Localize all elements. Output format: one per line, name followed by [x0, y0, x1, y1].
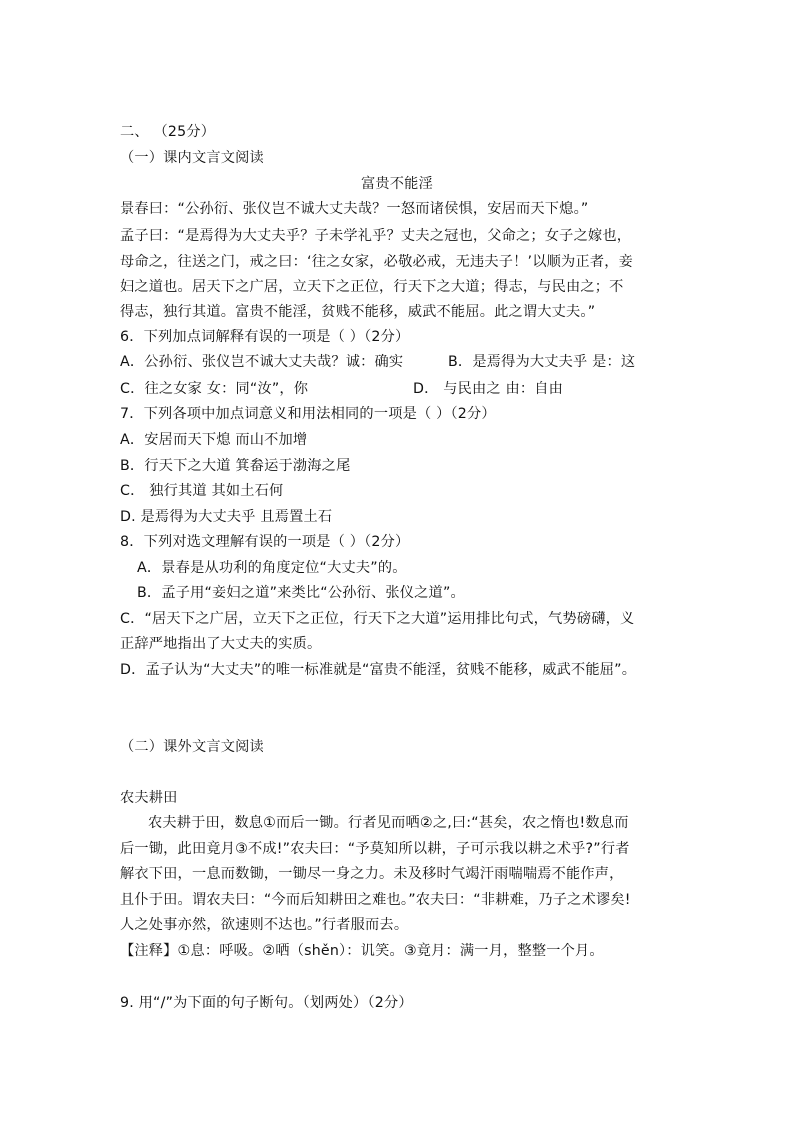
option-a: A．景春是从功利的角度定位“大丈夫”的。	[137, 560, 407, 576]
passage-line: 得志，独行其道。富贵不能淫，贫贱不能移，威武不能屈。此之谓大丈夫。”	[120, 304, 596, 320]
part1-title: 富贵不能淫	[361, 176, 433, 192]
option: C． 独行其道 其如土石何	[120, 483, 284, 499]
question-stem: 7．下列各项中加点词意义和用法相同的一项是（ ）（2分）	[120, 406, 496, 422]
part2-title: 农夫耕田	[120, 790, 178, 806]
option-a: A．公孙衍、张仪岂不诚大丈夫哉？诚：确实	[120, 354, 404, 370]
option-b: B．是焉得为大丈夫乎 是：这	[448, 354, 636, 370]
option: A．安居而天下熄 而山不加增	[120, 432, 308, 448]
option-c-continued: 正辞严地指出了大丈夫的实质。	[120, 636, 322, 652]
option-c: C．往之女家 女：同“汝”，你	[120, 381, 309, 397]
passage-line: 人之处事亦然，欲速则不达也。”行者服而去。	[120, 917, 409, 933]
passage-line: 解衣下田，一息而数锄，一锄尽一身之力。未及移时气竭汗雨喘喘焉不能作声，	[120, 866, 624, 882]
option-c: C．“居天下之广居，立天下之正位，行天下之大道”运用排比句式，气势磅礴，义	[120, 611, 635, 627]
option: D. 是焉得为大丈夫乎 且焉置土石	[120, 509, 333, 525]
annotation-notes: 【注释】①息：呼吸。②哂（shěn）：讥笑。③竟月：满一月，整整一个月。	[120, 943, 604, 959]
passage-line: 后一锄，此田竟月③不成!”农夫曰：“予莫知所以耕，子可示我以耕之术乎?”行者	[120, 841, 630, 857]
part2-heading: （二）课外文言文阅读	[120, 739, 264, 755]
question-stem: 6．下列加点词解释有误的一项是（ ）（2分）	[120, 329, 410, 345]
passage-line: 妇之道也。居天下之广居，立天下之正位，行天下之大道；得志，与民由之；不	[120, 279, 624, 295]
option-d: D． 与民由之 由：自由	[413, 381, 564, 397]
passage-line: 景春曰：“公孙衍、张仪岂不诚大丈夫哉？一怒而诸侯惧，安居而天下熄。”	[120, 201, 589, 217]
section-header: 二、 （25分）	[120, 124, 216, 140]
question-stem: 8．下列对选文理解有误的一项是（ ）（2分）	[120, 534, 410, 550]
passage-line: 且仆于田。谓农夫曰：“今而后知耕田之难也。”农夫曰：“非耕难，乃子之术谬矣!	[120, 892, 631, 908]
option-b: B．孟子用“妾妇之道”来类比“公孙衍、张仪之道”。	[137, 585, 465, 601]
passage-line: 农夫耕于田，数息①而后一锄。行者见而哂②之,曰:“甚矣，农之惰也!数息而	[148, 815, 629, 831]
passage-line: 母命之，往送之门，戒之曰：‘往之女家，必敬必戒，无违夫子！’以顺为正者，妾	[120, 254, 633, 270]
question-9: 9. 用“/”为下面的句子断句。（划两处）（2分）	[120, 995, 413, 1011]
option-d: D．孟子认为“大丈夫”的唯一标准就是“富贵不能淫，贫贱不能移，威武不能屈”。	[120, 662, 637, 678]
option: B．行天下之大道 箕畚运于渤海之尾	[120, 458, 351, 474]
passage-line: 孟子曰：“是焉得为大丈夫乎？子未学礼乎？丈夫之冠也，父命之；女子之嫁也，	[120, 228, 632, 244]
part1-heading: （一）课内文言文阅读	[120, 150, 264, 166]
